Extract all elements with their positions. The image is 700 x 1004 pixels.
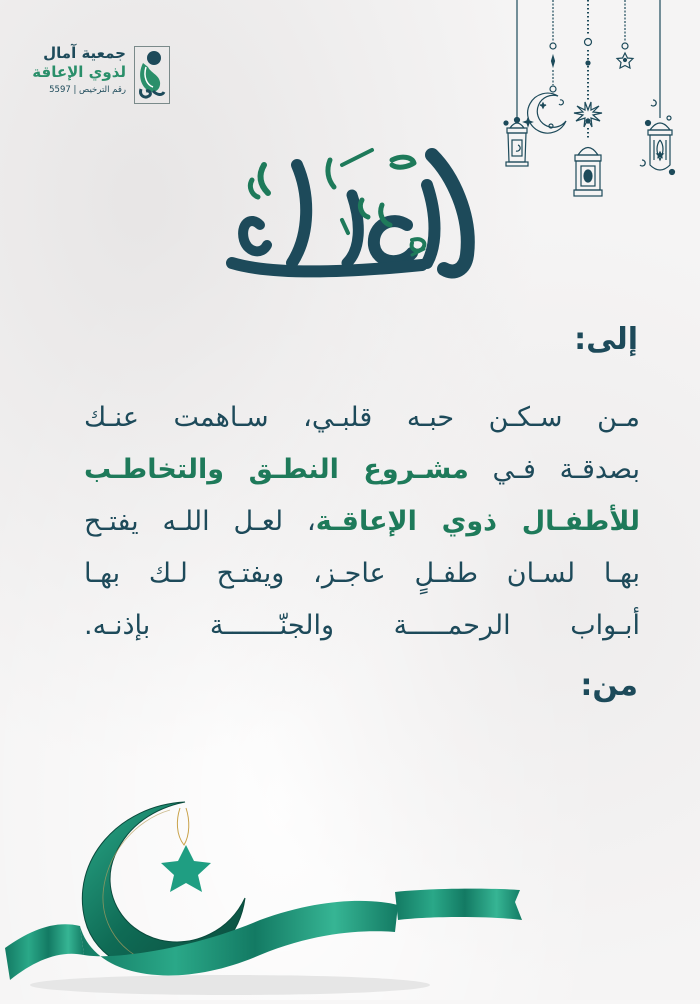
crescent-star-ribbon-icon	[0, 780, 540, 1000]
dedication-message	[84, 392, 640, 652]
message-line-1: مـن سـكـن حبـه قلبـي، سـاهمت عنـك	[84, 402, 640, 433]
sender-label: من:	[580, 668, 638, 703]
recipient-label: إلى:	[574, 322, 638, 357]
message-line-3-text: ، لعـل اللـه يفتـح	[84, 506, 316, 537]
message-line-2-text: بصدقـة فـي	[492, 454, 640, 485]
message-line-5: أبـواب الرحمـــــة والجنّـــــــة بإذنـه.	[84, 610, 640, 641]
logo-license-number: رقم الترخيص | 5597	[49, 85, 126, 95]
beneficiary-highlight: للأطفـال ذوي الإعاقـة	[315, 506, 640, 537]
hanging-ramadan-lanterns-icon	[490, 0, 700, 210]
page-title	[222, 145, 490, 285]
association-emblem-icon	[134, 46, 170, 104]
logo-name-line2: لذوي الإعاقة	[32, 63, 126, 81]
message-line-4: بهـا لسـان طفـلٍ عاجـز، ويفتـح لـك بهـا	[84, 558, 640, 589]
logo-text	[32, 44, 126, 98]
project-name-highlight: مشـروع النطـق والتخاطـب	[84, 454, 469, 485]
message-line-3	[84, 496, 640, 548]
association-logo	[28, 44, 170, 108]
message-line-2	[84, 444, 640, 496]
logo-name-line1: جمعية آمال	[43, 44, 126, 62]
